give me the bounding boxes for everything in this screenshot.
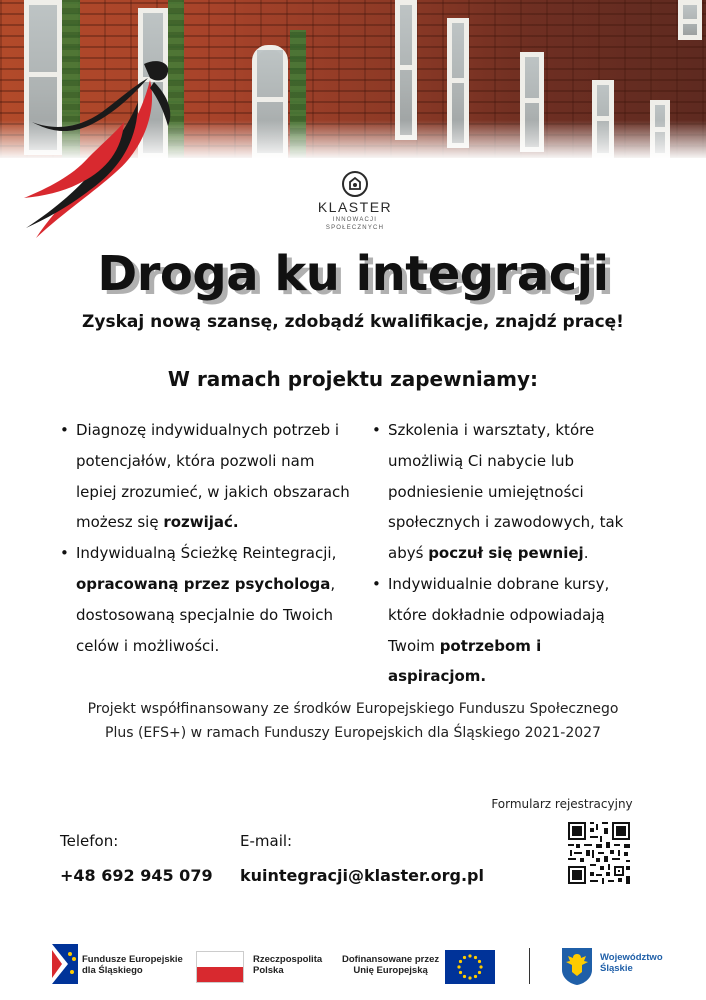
logo-subtitle-line2: SPOŁECZNYCH <box>325 225 385 231</box>
list-item: • Indywidualną Ścieżkę Reintegracji, opracowaną przez psychologa, dostosowaną specjalnie do Twoich celów i możliwości. <box>76 538 350 661</box>
logo-name: KLASTER <box>317 199 393 215</box>
email-label: E-mail: <box>240 832 293 850</box>
funding-note-line2: Plus (EFS+) w ramach Funduszy Europejskich dla Śląskiego 2021-2027 <box>105 725 601 741</box>
fundusze-europejskie-logo-icon <box>48 942 80 986</box>
subtitle: Zyskaj nową szansę, zdobądź kwalifikacje, znajdź pracę! <box>82 312 624 332</box>
fe-logo-text: Fundusze Europejskie dla Śląskiego <box>82 954 183 976</box>
phone-label: Telefon: <box>60 832 119 850</box>
divider <box>529 948 530 984</box>
emphasis: potrzebom i aspiracjom. <box>388 636 542 686</box>
eu-flag-icon <box>445 950 495 984</box>
registration-qr-code[interactable] <box>566 820 632 886</box>
rp-logo-text: Rzeczpospolita Polska <box>253 954 323 976</box>
ws-logo-text: Województwo Śląskie <box>600 952 663 974</box>
funding-note-line1: Projekt współfinansowany ze środków Europejskiego Funduszu Społecznego <box>87 701 619 717</box>
list-item: • Diagnozę indywidualnych potrzeb i potencjałów, która pozwoli nam lepiej zrozumieć, w jakich obszarach możesz się rozwijać. <box>76 415 350 538</box>
emphasis: rozwijać. <box>163 513 239 532</box>
list-item: • Szkolenia i warsztaty, które umożliwią Ci nabycie lub podniesienie umiejętności społecznych i zawodowych, tak abyś poczuł się pewniej. <box>388 415 642 569</box>
window <box>395 0 417 140</box>
eu-logo-text: Dofinansowane przez Unię Europejską <box>342 954 440 976</box>
window <box>678 0 702 40</box>
funding-note <box>60 697 646 745</box>
klaster-logo-icon <box>341 170 369 198</box>
section-heading: W ramach projektu zapewniamy: <box>167 367 539 391</box>
email-address[interactable]: kuintegracji@klaster.org.pl <box>240 866 484 885</box>
registration-label: Formularz rejestracyjny <box>491 797 633 811</box>
logo-subtitle <box>300 216 410 232</box>
phone-number[interactable]: +48 692 945 079 <box>60 866 213 885</box>
emphasis: opracowaną przez psychologa <box>76 574 331 593</box>
footer-logos <box>40 936 670 996</box>
logo-subtitle-line1: INNOWACJI <box>332 217 378 223</box>
wojewodztwo-slaskie-eagle-icon <box>560 946 594 986</box>
offer-list-left <box>60 415 350 661</box>
flying-figure-illustration <box>18 52 178 242</box>
list-item: • Indywidualnie dobrane kursy, które dokładnie odpowiadają Twoim potrzebom i aspiracjom. <box>388 569 642 692</box>
emphasis: poczuł się pewniej <box>428 544 584 563</box>
polish-flag-icon <box>196 951 244 983</box>
page-title: Droga ku integracji <box>97 246 609 302</box>
offer-list-right <box>372 415 642 692</box>
